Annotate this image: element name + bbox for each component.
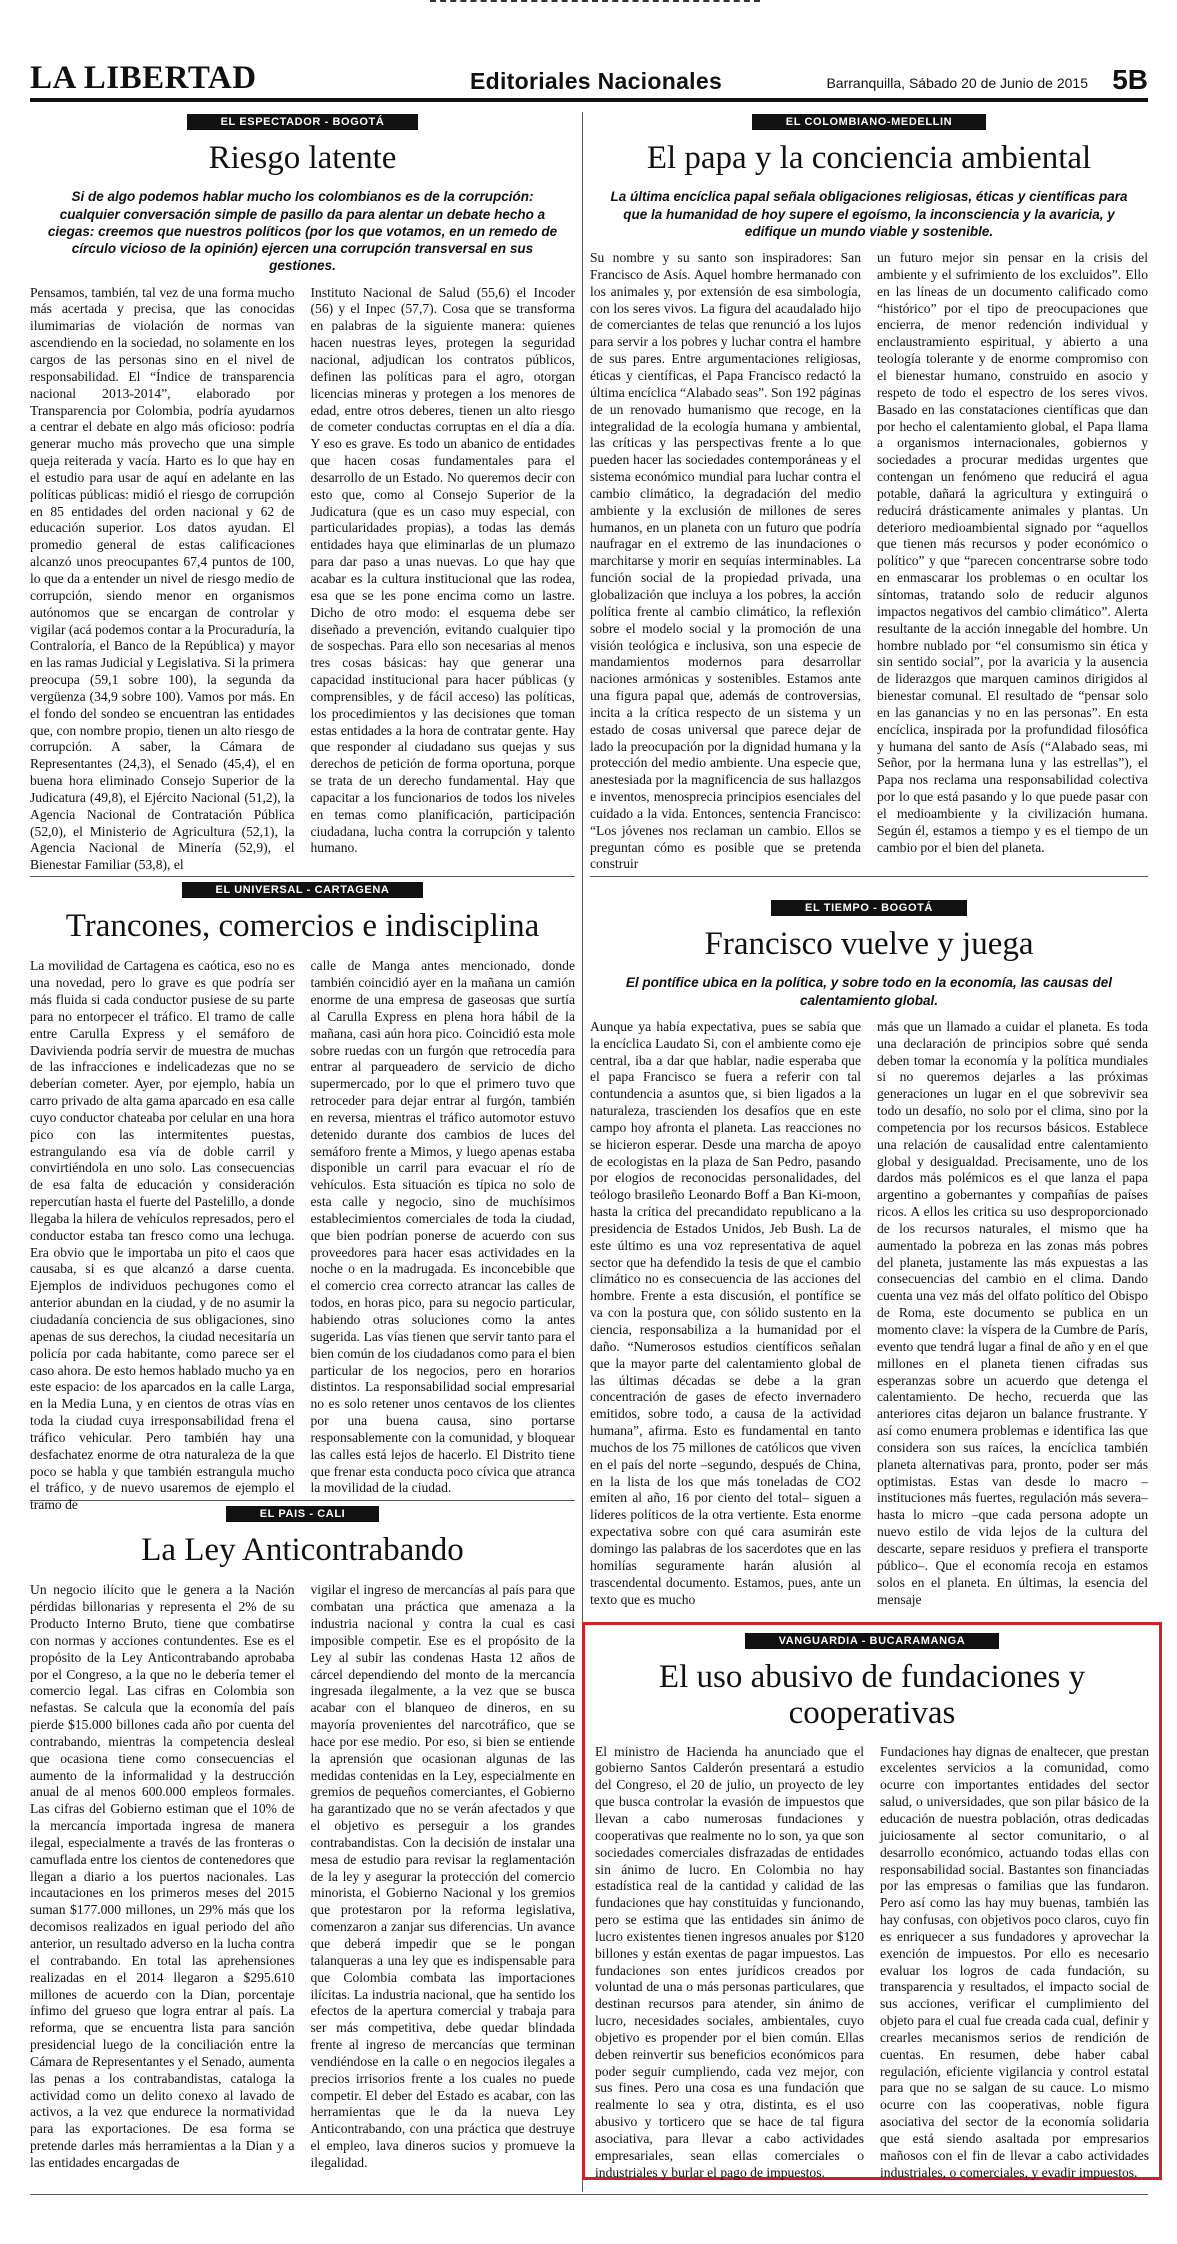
article-body-col2: vigilar el ingreso de mercancías al país para que combatan una práctica que amenaza a la industria nacional y contra la cual es casi imposible competir. Ese es el propósito de la Ley al subir las condenas Hasta 12 años de cárcel dependiendo del monto de la mercancía ingresada ilegalmente, a la vez que se busca acabar con el blanqueo de dineros, en su mayoría provenientes del narcotráfico, que se hace por ese medio. Por eso, si bien se entiende la aprensión que ocasionan algunas de las medidas contenidas en la Ley, especialmente en gremios de pequeños comerciantes, el Gobierno ha garantizado que no se verán afectados y que el objetivo es perseguir a los grandes contrabandistas. Con la decisión de instalar una mesa de estudio para revisar la reglamentación de la ley y asegurar la protección del comercio minorista, el Gobierno Nacional y los gremios que protestaron por la reforma legislativa, comenzaron a zanjar sus diferencias. Un avance que deberá impedir que se le pongan talanqueras a una ley que es indispensable para que Colombia combata las importaciones ilícitas. La industria nacional, que ha sentido los efectos de la apertura comercial y trabaja para ser más competitiva, debe quedar blindada frente al ingreso de mercancías que terminan vendiéndose en la calle o en negocios ilegales a precios irrisorios frente a los cuales no puede competir. El deber del Estado es acabar, con las herramientas que le da la nueva Ley Anticontrabando, con una práctica que destruye el empleo, lava dineros sucios y promueve la ilegalidad. [310,1582,575,2170]
article-francisco-vuelve [590,900,1148,1607]
section-title: Editoriales Nacionales [470,68,723,94]
article-lede: Si de algo podemos hablar mucho los colombianos es de la corrupción: cualquier conversación simple de pasillo da para alentar un debate hecho a ciegas: creemos que nuestros políticos (por los que votamos, en un remedo de círculo vicioso de la opinión) ejercen una corrupción transversal en sus gestiones. [47,189,558,274]
article-lede: El pontífice ubica en la política, y sobre todo en la economía, las causas del calentamiento global. [625,975,1113,1008]
article-title: Riesgo latente [208,140,397,176]
article-body-col1: Un negocio ilícito que le genera a la Nación pérdidas billonarias y representa el 2% de su Producto Interno Bruto, tiene que combatirse con normas y acciones contundentes. Ese es el propósito de la Ley Anticontrabando aprobaba por el Congreso, a la que no le debería temer el comercio legal. Las cifras en Colombia son nefastas. Se calcula que la economía del país pierde $15.000 billones cada año por cuenta del contrabando, mientras la competencia desleal que ocasiona tiene como consecuencias el aumento de la informalidad y la destrucción anual de al menos 600.000 empleos formales. Las cifras del Gobierno estiman que el 10% de la mercancía importada ingresa de manera ilegal, especialmente a través de las fronteras o camuflada entre los cientos de contenedores que llegan a diario a los puertos nacionales. Las incautaciones en los primeros meses del 2015 suman $177.000 millones, un 29% más que los decomisos realizados en igual periodo del año anterior, un resultado adverso en la lucha contra el contrabando. En total las aprehensiones realizadas en el 2014 llegaron a $295.610 millones de acuerdo con la Dian, porcentaje ínfimo del grueso que logra entrar al país. La reforma, que se encuentra lista para sanción presidencial luego de la conciliación entre la Cámara de Representantes y el Senado, aumenta las penas a los contrabandistas, cataloga la actividad como un delito conexo al lavado de activos, a la vez que endurece la normatividad para las exportaciones. De esa forma se pretende darles más herramientas a la Dian y a las entidades encargadas de [30,1582,295,2170]
article-source: EL UNIVERSAL - CARTAGENA [182,882,424,898]
article-source: EL ESPECTADOR - BOGOTÁ [187,114,419,130]
article-title: Trancones, comercios e indisciplina [65,908,540,944]
article-body-col1: Su nombre y su santo son inspiradores: San Francisco de Asís. Aquel hombre hermanado con los animales y, por extensión de esa simbología, con los seres vivos. La figura del acaudalado hijo de comerciantes de telas que renunció a los lujos para servir a los pobres y luchar contra el hambre de sus pares. Entre argumentaciones religiosas, éticas y científicas, el Papa Francisco redactó la última encíclica “Alabado seas”. Son 192 páginas de un renovado humanismo que recoge, en la integralidad de la ecología humana y ambiental, las críticas y las perspectivas frente a lo que pueden hacer las sociedades contemporáneas y el sistema económico mundial para luchar contra el cambio climático, la degradación del medio ambiente y la exclusión de millones de seres humanos, en un planeta con un futuro que podría naufragar en el extremo de las inundaciones o marchitarse y morir en sequías interminables. La función social de la propiedad privada, una globalización que incluya a los pobres, la acción política frente al cambio climático, la reflexión sobre el modelo social y la promoción de una visión teológica e inclusiva, son una especie de mandamientos modernos para desarrollar naciones armónicas y sostenibles. Estamos ante una figura papal que, además de controversias, incita a la crítica respecto de un sistema y un estado de cosas universal que parece dejar de lado la preocupación por la dignidad humana y la protección del medio ambiente. Una especie que, anestesiada por la magnificencia de sus hallazgos e inventos, menosprecia principios esenciales del cuidado a la vida. Entonces, sentencia Francisco: “Los jóvenes nos reclaman un cambio. Ellos se preguntan cómo es posible que se pretenda construir [590,250,861,872]
article-body-col1: Pensamos, también, tal vez de una forma mucho más acertada y precisa, que las conocidas ilumimarias de violación de normas van ascendiendo en la sociedad, no solamente en los cargos de las personas sino en el nivel de responsabilidad. El “Índice de transparencia nacional 2013-2014”, elaborado por Transparencia por Colombia, podría ayudarnos a centrar el debate en algo más oficioso: podría generar mucho más provecho que una simple queja reiterada y vacía. Harto es lo que hay en el estudio para usar de aquí en adelante en las políticas públicas: midió el riesgo de corrupción en 85 entidades del orden nacional y 62 de educación superior. Los datos ayudan. El promedio general de estas calificaciones alcanzó unos preocupantes 67,4 puntos de 100, lo que da a entender un nivel de riesgo medio de corrupción, siendo menor en organismos autónomos que se encargan de controlar y vigilar (acá podemos contar a la Procuraduría, la Contraloría, el Banco de la República) y mayor en las ramas Judicial y Legislativa. Si la primera preocupa (59,1 sobre 100), la segunda da vergüenza (34,9 sobre 100). Vamos por más. En el fondo del sondeo se encuentran las entidades que, con nombre propio, tienen un alto riesgo de corrupción. A saber, la Cámara de Representantes (24,3), el Senado (45,4), el en buena hora eliminado Consejo Superior de la Judicatura (49,8), el Ejército Nacional (51,2), la Agencia Nacional de Contratación Pública (52,0), el Ministerio de Agricultura (52,1), la Agencia Nacional de Minería (52,9), el Bienestar Familiar (53,8), el [30,284,295,873]
row-divider-left-1 [30,876,575,877]
article-ley-anticontrabando [30,1506,575,2190]
article-lede: La última encíclica papal señala obligaciones religiosas, éticas y científicas para que la humanidad de hoy supere el egoísmo, la inconsciencia y la avaricia, y edifique un mundo viable y sostenible. [610,189,1128,239]
article-papa-conciencia-ambiental [590,114,1148,870]
top-dashed-rule [430,0,760,6]
article-source: EL TIEMPO - BOGOTÁ [771,900,967,916]
bottom-rule [30,2194,1148,2195]
article-source: EL COLOMBIANO-MEDELLIN [752,114,986,130]
article-trancones [30,882,575,1513]
page-header [30,58,1148,102]
article-title: Francisco vuelve y juega [704,926,1034,962]
article-source: EL PAIS - CALI [226,1506,380,1522]
article-body-col1: La movilidad de Cartagena es caótica, eso no es una novedad, pero lo grave es que podría ser más fluida si cada conductor pusiese de su parte para no entorpecer el tráfico. El tramo de calle entre Carulla Express y el semáforo de Davivienda podría servir de muestra de muchas de las infracciones e indelicadezas que no se deberían cometer. Ayer, por ejemplo, había un carro privado de alta gama aparcado en esa calle cuyo conductor chateaba por celular en una hora pico con las intermitentes puestas, estrangulando esa vía de doble carril y convirtiéndola en uno solo. Las consecuencias de esa falta de educación y consideración repercutían hasta el fuerte del Pastelillo, a donde llegaba la hilera de vehículos represados, pero el conductor estaba tan fresco como una lechuga. Era obvio que le importaba un pito el caos que causaba, si es que alcanzó a darse cuenta. Ejemplos de individuos pechugones como el anterior abundan en la ciudad, y de no asumir la ciudadanía conciencia de sus obligaciones, sino apenas de sus derechos, la ciudad necesitaría un policía por cada habitante, como parece ser el caso ahora. De esto hemos hablado mucho ya en este espacio: de los aparcados en la calle Larga, en la Media Luna, y en cientos de otras vías en toda la ciudad cuya irresponsabilidad frena el tráfico vehicular. Pero también hay una desfachatez enorme de otra naturaleza de la que poco se habla y que también estrangula mucho el tráfico, y de nuevo usaremos de ejemplo el tramo de [30,958,295,1513]
article-riesgo-latente [30,114,575,873]
article-title: El uso abusivo de fundaciones y cooperativas [658,1659,1086,1732]
article-body-col2: más que un llamado a cuidar el planeta. Es toda una declaración de principios sobre qué senda deben tomar la economía y la política mundiales si no queremos dejarles a las próximas generaciones un lugar en el que sobrevivir sea todo un desafío, no solo por el clima, sino por la competencia por los recursos básicos. Establece una relación de causalidad entre calentamiento global y desigualdad. Precisamente, uno de los dardos más polémicos es el que lanza el papa argentino a gobernantes y compañías de países ricos. A ellos les critica su uso desproporcionado de los recursos naturales, el mismo que ha aumentado la pobreza en las zonas más pobres del planeta, justamente las más expuestas a las consecuencias del cambio en el clima. Dando cuenta una vez más del olfato político del Obispo de Roma, este documento se publica en un momento clave: la víspera de la Cumbre de París, evento que tendrá lugar a final de año y en el que millones en el planeta tienen cifradas sus esperanzas sobre un acuerdo que detenga el calentamiento. De hecho, recuerda que las anteriores citas dejaron un balance frustrante. Y así como enumera problemas e identifica las que considera son sus raíces, la encíclica también planeta alternativas para, pronto, poder ser más optimistas. Estas van desde lo macro –instituciones más fuertes, regulación más severa– hasta lo micro –que cada persona adopte un nuevo estilo de vida lejos de la cultura del descarte, separe residuos y prefiera el transporte público–. Que el economía recoja en estamos solos en el planeta. En últimas, la esencia del mensaje [877,1018,1148,1607]
masthead: LA LIBERTAD [30,60,257,96]
article-body-col2: calle de Manga antes mencionado, donde también coincidió ayer en la mañana un camión enorme de una empresa de gaseosas que surtía al Carulla Express en plena hora hábil de la mañana, casi aún hora pico. Coincidió esta mole sobre ruedas con un furgón que retrocedía para entrar al parqueadero de servicio de dicho supermercado, por lo que el primero tuvo que retroceder para dejar entrar al furgón, también en reversa, mientras el tráfico automotor estuvo detenido durante dos cambios de luces del semáforo frente a Mimos, y luego apenas estaba disponible un carril para evacuar el río de vehículos. Esta situación es típica no solo de esta calle y negocio, sino de muchísimos establecimientos comerciales de toda la ciudad, que bien podrían ponerse de acuerdo con sus proveedores para hacer esas actividades en la noche o en la madrugada. Es inconcebible que el comercio crea correcto atrancar las calles de todos, en horas pico, para su negocio particular, habiendo otras soluciones como la antes sugerida. Las vías tienen que servir tanto para el bien común de los ciudadanos como para el bien particular de los negocios, pero en horarios distintos. La responsabilidad social empresarial no es solo retener unos centavos de los clientes por una buena causa, sino portarse responsablemente con la comunidad, y bloquear las calles está lejos de hacerlo. El Distrito tiene que frenar esta conducta poco cívica que atranca la movilidad de la ciudad. [310,958,575,1496]
article-body-col2: Instituto Nacional de Salud (55,6) el Incoder (56) y el Inpec (57,7). Cosa que se transforma en palabras de la siguiente manera: quienes hacen nuestras leyes, protegen la seguridad nacional, adjudican los contratos públicos, definen las políticas para el agro, otorgan licencias mineras y protegen a los menores de edad, entre otros deberes, tienen un alto riesgo de cometer conductas corruptas en el día a día. Y eso es grave. Es todo un abanico de entidades que hacen cosas fundamentales para el desarrollo de un Estado. No queremos decir con esto que, como al Consejo Superior de la Judicatura (que es un caso muy especial, con particularidades propias), a todas las demás entidades haya que eliminarlas de un plumazo para dar paso a unas nuevas. Lo que hay que acabar es la cultura institucional que las rodea, esa que se les pone encima como un lastre. Dicho de otro modo: el esquema debe ser diseñado a prevención, evitando cualquier tipo de sospechas. Para ello son necesarias al menos tres cosas básicas: hay que generar una capacidad institucional para hacer públicas (y comprensibles, y de fácil acceso) las políticas, los procedimientos y las decisiones que toman estas entidades a la hora de contratar gente. Hay que responder al ciudadano sus quejas y sus derechos de petición de forma oportuna, porque se trata de un derecho fundamental. Hay que capacitar a los funcionarios de todos los niveles en temas como planificación, participación ciudadana, lucha contra la corrupción y talento humano. [310,284,575,856]
article-body-col1: Aunque ya había expectativa, pues se sabía que la encíclica Laudato Si, con el ambiente como eje central, iba a dar que hablar, nadie esperaba que el papa Francisco se fuera a referir con tal contundencia a asuntos que, si bien ligados a la naturaleza, trascienden los desafíos que en este campo hoy afronta el planeta. Las reacciones no se hicieron esperar. Desde una marcha de apoyo de ecologistas en la plaza de San Pedro, pasando por elogios de reconocidas personalidades, del teólogo brasileño Leonardo Boff a Ban Ki-moon, hasta la crítica del precandidato republicano a la presidencia de Estados Unidos, Jeb Bush. La de este último es una voz representativa de aquel sector que ha defendido la tesis de que el cambio climático no es consecuencia de las acciones del hombre. Frente a esta discusión, el pontífice se va con la postura que, con sólido sustento en la ciencia, responsabiliza a la humanidad por el daño. “Numerosos estudios científicos señalan que la mayor parte del calentamiento global de las últimas décadas se debe a la gran concentración de gases de efecto invernadero emitidos, sobre todo, a causa de la actividad humana”, afirma. Esto es fundamental en tanto muchos de los 75 millones de católicos que viven en el país del norte –segundo, después de China, en la lista de los que más toneladas de CO2 emiten al año, 16 por ciento del total– siguen a líderes políticos de la otra vertiente. Esta enorme expectativa sobre con qué cara asumirán este domingo las palabras de los sacerdotes que en las homilías seguramente harán alusión al trascendental documento. Estamos, pues, ante un texto que es mucho [590,1018,861,1607]
article-body-col1: El ministro de Hacienda ha anunciado que el gobierno Santos Calderón presentará a estudio del Congreso, el 20 de julio, un proyecto de ley que busca controlar la evasión de impuestos que llevan a cabo numerosas fundaciones y cooperativas que realmente no lo son, ya que son sociedades comerciales disfrazadas de entidades sin ánimo de lucro. En Colombia no hay estadística real de la cantidad y calidad de las fundaciones que hay constituidas y funcionando, pero se estima que las entidades sin ánimo de lucro existentes tienen ingresos anuales por $120 billones y están exentas de pagar impuestos. Las fundaciones son entes jurídicos creados por voluntad de una o más personas particulares, que destinan recursos para atender, sin ánimo de lucro, necesidades sociales, ambientales, cuyo objetivo es propender por el bien común. Ellas deben reinvertir sus beneficios económicos para poder seguir cumpliendo, cada vez mejor, con sus fines. Pero una cosa es una fundación que realmente lo sea y otra, distinta, es el uso abusivo y torticero que se hace de tal figura asociativa, para llevar a cabo actividades empresariales, sean ellas comerciales o industriales y burlar el pago de impuestos. [595,1743,864,2180]
article-body-col2: un futuro mejor sin pensar en la crisis del ambiente y el sufrimiento de los excluidos”. Ello en las líneas de un documento calificado como “histórico” por el tipo de preocupaciones que encierra, de menor redención individual y enclaustramiento espiritual, y abierto a una teología tolerante y de enorme compromiso con el bienestar humano, construido en asocio y respeto de todo el espectro de los seres vivos. Basado en las constataciones científicas que dan por hecho el calentamiento global, el Papa llama a organismos internacionales, gobiernos y sociedades a procurar medidas urgentes que contengan un fenómeno que reducirá el agua potable, dañará la agricultura y extinguirá o reducirá drásticamente animales y plantas. Un deterioro medioambiental signado por “aquellos que tienen más recursos y poder económico o político” y que “parecen concentrarse sobre todo en enmascarar los problemas o en ocultar los síntomas, tratando solo de reducir algunos impactos negativos del cambio climático”. Alerta resultante de la acción innegable del hombre. Un hombre nublado por “el consumismo sin ética y sin sentido social”, por la avaricia y la ausencia de liderazgos que marquen caminos dirigidos al bienestar comunal. El resultado de “pensar solo en las ganancias y no en las personas”. En esta encíclica, inspirada por la profundidad filosófica y humana del santo de Asís (“Alabado seas, mi Señor, por la hermana luna y las estrellas”), el Papa nos reclama una responsabilidad colectiva por lo que está pasando y lo que puede pasar con el medioambiente y la civilización humana. Según él, estamos a tiempo y es el tiempo de un cambio por el bien del planeta. [877,250,1148,855]
dateline: Barranquilla, Sábado 20 de Junio de 2015 [826,75,1088,91]
article-body-col2: Fundaciones hay dignas de enaltecer, que prestan excelentes servicios a la comunidad, como ocurre con importantes entidades del sector salud, o universidades, que son pilar básico de la educación de nuestra población, otras dedicadas juiciosamente al sector comunitario, o al desarrollo económico, actuando todas ellas con responsabilidad social. Bastantes son financiadas por las empresas o familias que las fundaron. Pero así como las hay muy buenas, también las hay confusas, con objetivos poco claros, cuyo fin es enriquecer a sus fundadores y aprovechar la exención de impuestos. Por ello es necesario evaluar los logros de cada fundación, su transparencia y resultados, el impacto social de sus acciones, verificar el cumplimiento del objeto para el cual fue creada cada cual, definir y crearles mecanismos serios de rendición de cuentas. En resumen, debe haber cabal regulación, eficiente vigilancia y control estatal para que no se salgan de su cauce. Lo mismo ocurre con las cooperativas, noble figura asociativa del sector de la economía solidaria que está siendo asaltada por empresarios mañosos con el fin de llevar a cabo actividades industriales, o comerciales, y evadir impuestos. [880,1743,1149,2180]
article-title: El papa y la conciencia ambiental [646,140,1092,176]
row-divider-right-1 [590,876,1148,877]
article-source: VANGUARDIA - BUCARAMANGA [745,1633,1000,1649]
article-uso-abusivo-fundaciones [582,1622,1162,2180]
page-number: 5B [1112,64,1148,95]
article-title: La Ley Anticontrabando [141,1532,464,1568]
